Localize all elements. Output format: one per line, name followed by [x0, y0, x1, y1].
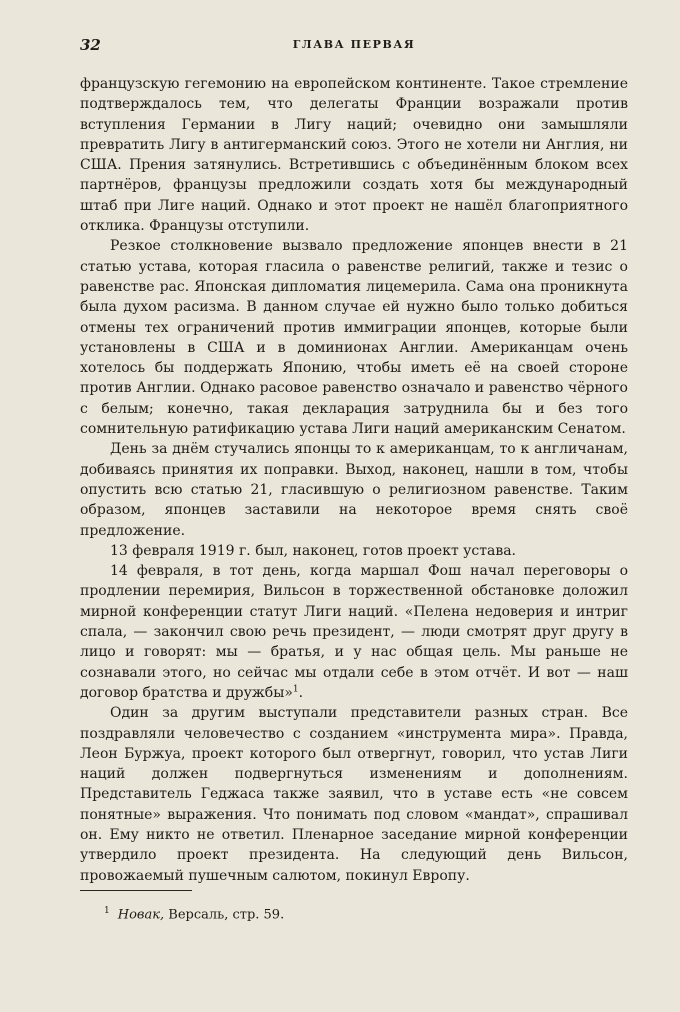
page-header	[80, 36, 628, 58]
footnote-rule	[80, 890, 192, 891]
body-text	[80, 74, 628, 886]
paragraph: 14 февраля, в тот день, когда маршал Фош начал переговоры о продлении перемирия, Вильсон в торжественной обстановке доложил мирной конференции статут Лиги наций. «Пелена недоверия и интриг спала, — закончил свою речь президент, — люди смотрят друг другу в лицо и говорят: мы — братья, и у нас общая цель. Мы раньше не сознавали этого, но сейчас мы отдали себе в этом отчёт. И вот — наш договор братства и дружбы»$^1$.	[80, 563, 628, 701]
running-head: ГЛАВА ПЕРВАЯ	[292, 38, 416, 51]
footnote-mark: 1	[104, 906, 110, 916]
footnote	[104, 906, 284, 922]
footnote-ref: 1	[292, 684, 299, 695]
footnote-author: Новак,	[117, 907, 165, 923]
page-number: 32	[80, 36, 101, 54]
paragraph: Один за другим выступали представители разных стран. Все поздравляли человечество с созданием «инструмента мира». Правда, Леон Буржуа, проект которого был отвергнут, говорил, что устав Лиги наций должен подвергнуться изменениям и дополнениям. Представитель Геджаса также заявил, что в уставе есть «не совсем понятные» выражения. Что понимать под словом «мандат», спрашивал он. Ему никто не ответил. Пленарное заседание мирной конференции утвердило проект президента. На следующий день Вильсон, провожаемый пушечным салютом, покинул Европу.	[80, 705, 628, 884]
paragraph-text: 14 февраля, в тот день, когда маршал Фош начал переговоры о продлении перемирия, Вильсон в торжественной обстановке доложил мирной конференции статут Лиги наций. «Пелена недоверия и интриг спала, — закончил свою речь президент, — люди смотрят друг другу в лицо и говорят: мы — братья, и у нас общая цель. Мы раньше не сознавали этого, но сейчас мы отдали себе в этом отчёт. И вот — наш договор братства и дружбы»	[80, 563, 628, 701]
paragraph: французскую гегемонию на европейском континенте. Такое стремление подтверждалось тем, что делегаты Франции возражали против вступления Германии в Лигу наций; очевидно они замышляли превратить Лигу в антигерманский союз. Этого не хотели ни Англия, ни США. Прения затянулись. Встретившись с объединённым блоком всех партнёров, французы предложили создать хотя бы международный штаб при Лиге наций. Однако и этот проект не нашёл благоприятного отклика. Французы отступили.	[80, 76, 628, 235]
paragraph: Резкое столкновение вызвало предложение японцев внести в 21 статью устава, которая гласила о равенстве религий, также и тезис о равенстве рас. Японская дипломатия лицемерила. Сама она проникнута была духом расизма. В данном случае ей нужно было только добиться отмены тех ограничений против иммиграции японцев, которые были установлены в США и в доминионах Англии. Американцам очень хотелось бы поддержать Японию, чтобы иметь её на своей стороне против Англии. Однако расовое равенство означало и равенство чёрного с белым; конечно, такая декларация затруднила бы и без того сомнительную ратификацию устава Лиги наций американским Сенатом.	[80, 238, 628, 438]
paragraph: 13 февраля 1919 г. был, наконец, готов проект устава.	[110, 542, 516, 559]
paragraph: День за днём стучались японцы то к американцам, то к англичанам, добиваясь принятия их поправки. Выход, наконец, нашли в том, чтобы опустить всю статью 21, гласившую о религиозном равенстве. Таким образом, японцев заставили на некоторое время снять своё предложение.	[80, 441, 628, 539]
footnote-text: Версаль, стр. 59.	[168, 907, 285, 923]
